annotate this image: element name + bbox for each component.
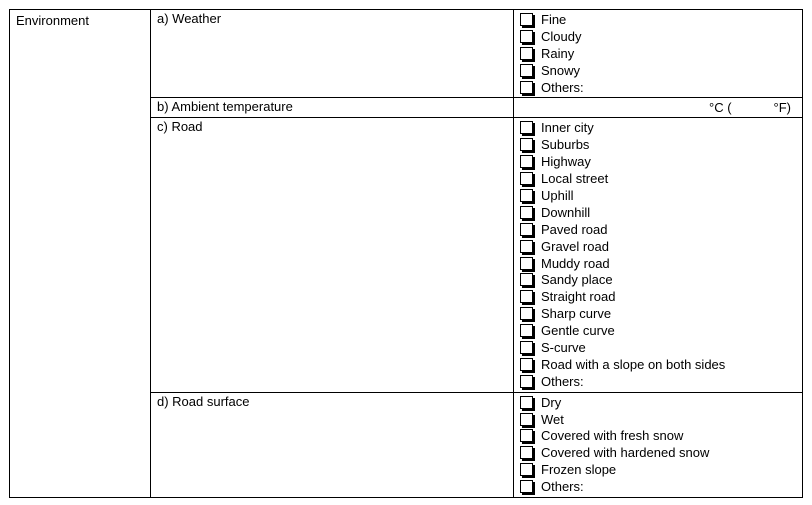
option-label: Paved road <box>541 221 608 237</box>
option-label: S-curve <box>541 340 586 356</box>
road-surface-label: d) Road surface <box>157 393 250 409</box>
fahrenheit-unit: °F) <box>773 100 791 116</box>
temperature-label-cell <box>151 98 514 118</box>
checkbox-icon[interactable] <box>520 290 533 303</box>
checkbox-icon[interactable] <box>520 172 533 185</box>
checkbox-icon[interactable] <box>520 240 533 253</box>
option-item[interactable] <box>519 29 802 46</box>
checkbox-icon[interactable] <box>520 358 533 371</box>
checkbox-icon[interactable] <box>520 307 533 320</box>
option-label: Uphill <box>541 188 574 204</box>
category-label: Environment <box>16 13 89 28</box>
weather-row <box>10 10 803 98</box>
celsius-unit: °C ( <box>709 100 732 116</box>
temperature-input-cell[interactable] <box>514 98 803 118</box>
checkbox-icon[interactable] <box>520 138 533 151</box>
temperature-label: b) Ambient temperature <box>157 99 293 115</box>
option-item[interactable] <box>519 340 802 357</box>
option-item[interactable] <box>519 272 802 289</box>
road-label-cell <box>151 118 514 392</box>
option-label: Fine <box>541 12 567 27</box>
road-options-cell <box>514 118 803 392</box>
checkbox-icon[interactable] <box>520 81 533 94</box>
option-label: Gentle curve <box>541 323 615 339</box>
option-label: Others: <box>541 373 584 389</box>
option-label: Dry <box>541 394 562 410</box>
option-label: Muddy road <box>541 255 610 271</box>
option-label: Sharp curve <box>541 306 612 322</box>
checkbox-icon[interactable] <box>520 64 533 77</box>
option-item[interactable] <box>519 239 802 256</box>
option-label: Straight road <box>541 289 616 305</box>
environment-form-table <box>9 9 803 498</box>
checkbox-icon[interactable] <box>520 47 533 60</box>
option-item[interactable] <box>519 63 802 80</box>
option-label: Local street <box>541 171 609 187</box>
checkbox-icon[interactable] <box>520 13 533 26</box>
option-label: Covered with hardened snow <box>541 445 710 461</box>
option-item[interactable] <box>519 188 802 205</box>
checkbox-icon[interactable] <box>520 480 533 493</box>
option-item[interactable] <box>519 395 802 412</box>
option-label: Suburbs <box>541 137 590 153</box>
option-label: Frozen slope <box>541 462 617 478</box>
road-surface-options-cell <box>514 392 803 497</box>
checkbox-icon[interactable] <box>520 257 533 270</box>
weather-label-cell <box>151 10 514 98</box>
option-label: Gravel road <box>541 238 609 254</box>
option-item[interactable] <box>519 154 802 171</box>
checkbox-icon[interactable] <box>520 413 533 426</box>
checkbox-icon[interactable] <box>520 396 533 409</box>
option-item[interactable] <box>519 323 802 340</box>
option-label: Highway <box>541 154 591 170</box>
checkbox-icon[interactable] <box>520 463 533 476</box>
option-label: Sandy place <box>541 272 613 288</box>
checkbox-icon[interactable] <box>520 324 533 337</box>
option-item[interactable] <box>519 428 802 445</box>
checkbox-icon[interactable] <box>520 121 533 134</box>
option-item[interactable] <box>519 289 802 306</box>
weather-label: a) Weather <box>157 11 222 26</box>
option-item[interactable] <box>519 412 802 429</box>
option-item[interactable] <box>519 120 802 137</box>
option-item[interactable] <box>519 80 802 97</box>
category-cell <box>10 10 151 498</box>
option-item[interactable] <box>519 137 802 154</box>
road-surface-options <box>514 393 802 497</box>
checkbox-icon[interactable] <box>520 446 533 459</box>
option-item[interactable] <box>519 374 802 391</box>
option-item[interactable] <box>519 306 802 323</box>
weather-options <box>514 10 802 97</box>
road-surface-label-cell <box>151 392 514 497</box>
checkbox-icon[interactable] <box>520 223 533 236</box>
option-label: Road with a slope on both sides <box>541 356 726 372</box>
option-label: Covered with fresh snow <box>541 428 684 444</box>
weather-options-cell <box>514 10 803 98</box>
option-label: Downhill <box>541 204 591 220</box>
option-label: Rainy <box>541 45 575 61</box>
option-item[interactable] <box>519 222 802 239</box>
checkbox-icon[interactable] <box>520 273 533 286</box>
option-item[interactable] <box>519 445 802 462</box>
option-item[interactable] <box>519 205 802 222</box>
option-label: Cloudy <box>541 28 582 44</box>
option-label: Others: <box>541 79 584 95</box>
checkbox-icon[interactable] <box>520 206 533 219</box>
checkbox-icon[interactable] <box>520 429 533 442</box>
option-item[interactable] <box>519 171 802 188</box>
option-item[interactable] <box>519 357 802 374</box>
road-label: c) Road <box>157 119 203 135</box>
checkbox-icon[interactable] <box>520 30 533 43</box>
checkbox-icon[interactable] <box>520 189 533 202</box>
option-item[interactable] <box>519 479 802 496</box>
option-item[interactable] <box>519 12 802 29</box>
road-options <box>514 118 802 391</box>
temperature-units <box>709 100 791 116</box>
option-item[interactable] <box>519 46 802 63</box>
option-item[interactable] <box>519 462 802 479</box>
option-label: Inner city <box>541 120 594 136</box>
checkbox-icon[interactable] <box>520 341 533 354</box>
option-label: Others: <box>541 479 584 495</box>
option-item[interactable] <box>519 256 802 273</box>
option-label: Wet <box>541 411 564 427</box>
checkbox-icon[interactable] <box>520 155 533 168</box>
checkbox-icon[interactable] <box>520 375 533 388</box>
option-label: Snowy <box>541 62 581 78</box>
